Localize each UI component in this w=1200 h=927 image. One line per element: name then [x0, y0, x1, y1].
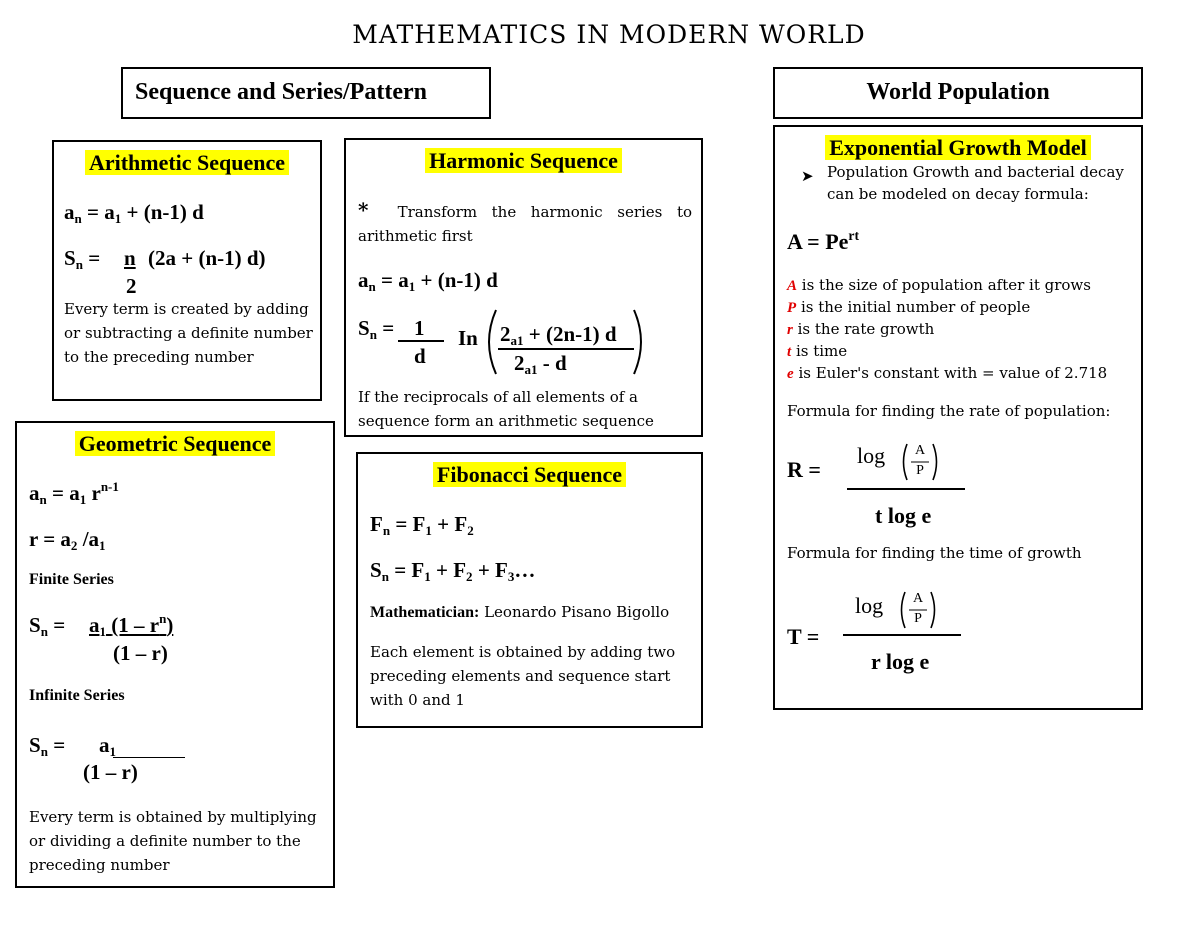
harmonic-description: If the reciprocals of all elements of a sequence form an arithmetic sequence [358, 388, 654, 430]
fibonacci-description: Each element is obtained by adding two preceding elements and sequence start with 0 and 1 [370, 643, 676, 709]
exponential-formula: $A = Pe^{rt}$ [787, 228, 860, 254]
definition-item: P is the initial number of people [787, 298, 1031, 316]
exponential-bullet: Population Growth and bacterial decay can be modeled on decay formula: [827, 163, 1124, 203]
exponential-heading: Exponential Growth Model [825, 135, 1091, 160]
time-frac-num: A [912, 591, 924, 606]
rate-frac-num: A [914, 443, 926, 458]
harmonic-intro: * Transform the harmonic series to arithmetic first [358, 198, 692, 245]
geometric-r-formula: $r = a_2$ $/a_1$ [29, 527, 106, 553]
rate-label: Formula for finding the rate of population: [787, 402, 1111, 420]
definition-item: r is the rate growth [787, 320, 935, 338]
arrow-bullet-icon: ➤ [801, 167, 814, 185]
fibonacci-fn-formula: $F_n = F_1 + F_2$ [370, 512, 474, 538]
arithmetic-sn-formula: $S_n$ = [64, 246, 101, 272]
rate-formula-den: t log e [875, 503, 932, 528]
harmonic-sequence-card [344, 138, 703, 437]
fibonacci-heading: Fibonacci Sequence [433, 462, 626, 487]
geometric-description: Every term is obtained by multiplying or dividing a definite number to the preceding number [29, 808, 317, 874]
harmonic-inner-den: $2_{a1}$ - d [514, 351, 567, 377]
arithmetic-sn-rest: (2a + (n-1) d) [148, 246, 266, 270]
harmonic-ln: In [458, 326, 478, 350]
harmonic-inner-num: $2_{a1} + (2n-1)$ d [500, 322, 617, 348]
harmonic-an-formula: $a_n = a_1 + (n-1)$ d [358, 268, 498, 294]
finite-sn-lhs: $S_n$ = [29, 613, 66, 639]
geometric-an-formula: $a_n = a_1$ $r^{n-1}$ [29, 479, 119, 507]
rate-log: log [857, 443, 886, 468]
section-world-population-label: World Population [866, 79, 1050, 105]
definition-item: e is Euler's constant with = value of 2.718 [787, 364, 1108, 382]
fibonacci-sequence-card [356, 452, 703, 728]
infinite-sn-den: (1 – r) [83, 760, 138, 784]
rate-frac-den: P [916, 463, 924, 478]
arithmetic-sequence-card [52, 140, 322, 401]
fibonacci-sn-formula: $S_n = F_1 + F_2$ + $F_3\dots$ [370, 558, 536, 584]
time-formula-den: r log e [871, 649, 930, 674]
exponential-growth-card [773, 125, 1143, 710]
page-title: MATHEMATICS IN MODERN WORLD [352, 20, 866, 49]
section-world-population [773, 67, 1143, 119]
finite-sn-den: (1 – r) [113, 641, 168, 665]
rate-formula-lhs: R = [787, 457, 821, 482]
finite-series-label: Finite Series [29, 571, 114, 588]
time-log: log [855, 593, 884, 618]
finite-sn-num: $a_1$ $(1 - r^n)$ [89, 611, 174, 639]
infinite-sn-num: $a_1$ [99, 733, 117, 759]
arithmetic-sn-num: n [124, 246, 136, 270]
time-label: Formula for finding the time of growth [787, 544, 1082, 562]
section-sequence-series [121, 67, 491, 119]
infinite-series-label: Infinite Series [29, 687, 125, 704]
geometric-sequence-card [15, 421, 335, 888]
time-formula-lhs: T = [787, 624, 820, 649]
fibonacci-mathematician: Mathematician: Leonardo Pisano Bigollo [370, 603, 670, 621]
definition-item: t is time [787, 342, 848, 360]
definitions-list [787, 275, 1137, 385]
harmonic-sn-lhs: $S_n$ = [358, 316, 395, 342]
time-frac-den: P [914, 611, 922, 626]
harmonic-heading: Harmonic Sequence [425, 148, 622, 173]
geometric-heading: Geometric Sequence [75, 431, 275, 456]
harmonic-sn-num: 1 [414, 316, 425, 340]
arithmetic-heading: Arithmetic Sequence [85, 150, 289, 175]
star-icon: * [358, 198, 369, 222]
arithmetic-sn-den: 2 [126, 274, 137, 298]
arithmetic-description: Every term is created by adding or subtracting a definite number to the preceding number [64, 300, 313, 366]
arithmetic-an-formula: $a_n = a_1 + (n-1)$ d [64, 200, 204, 226]
section-sequence-series-label: Sequence and Series/Pattern [135, 79, 427, 105]
infinite-sn-lhs: $S_n$ = [29, 733, 66, 759]
definition-item: A is the size of population after it grows [787, 276, 1091, 294]
harmonic-sn-den: d [414, 344, 426, 368]
